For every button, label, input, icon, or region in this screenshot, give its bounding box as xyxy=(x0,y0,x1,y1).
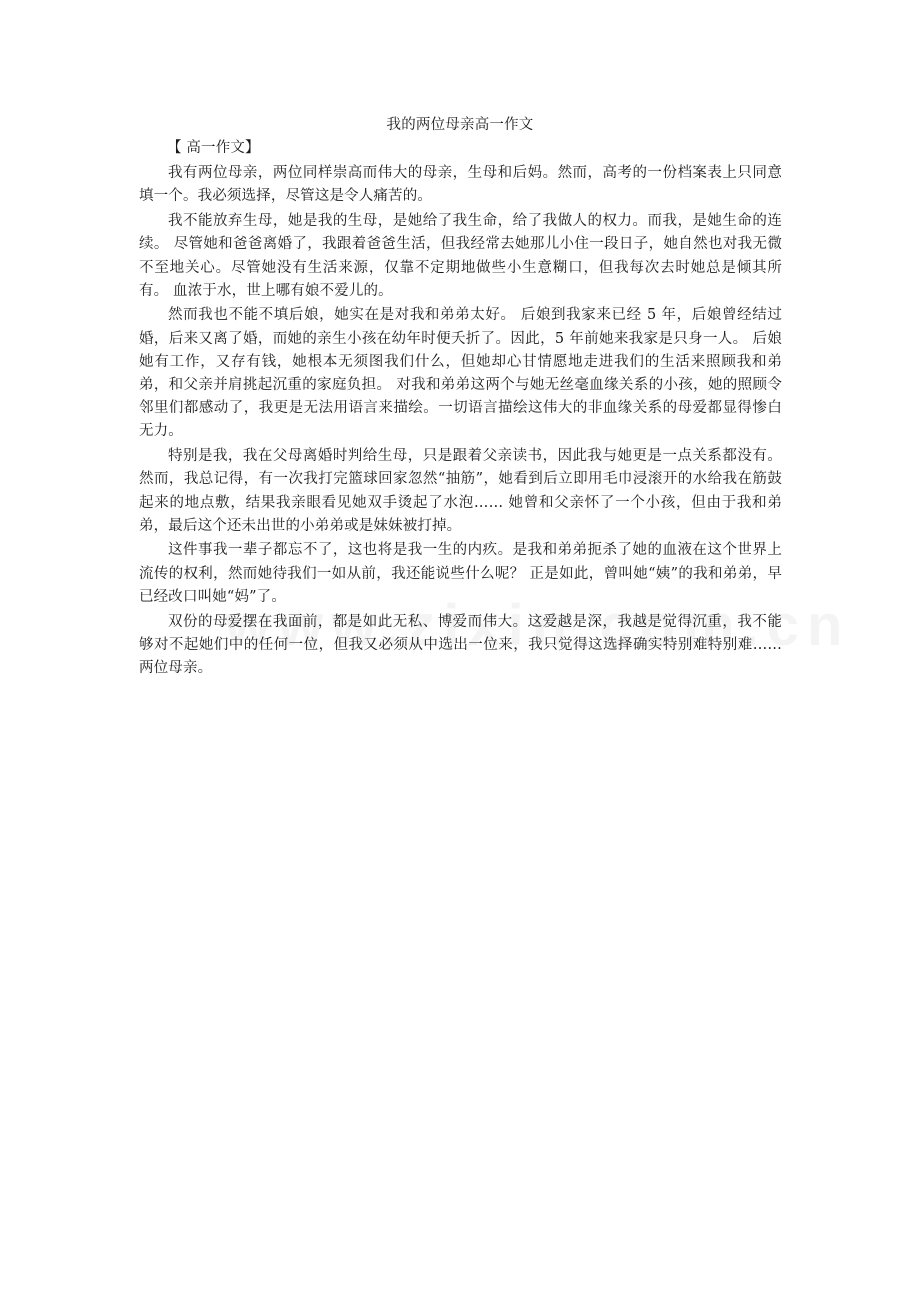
paragraph-2: 我不能放弃生母，她是我的生母，是她给了我生命，给了我做人的权力。而我，是她生命的连续。 尽管她和爸爸离婚了，我跟着爸爸生活，但我经常去她那儿小住一段日子，她自然也对我无微不至地关心。尽管她没有生活来源，仅靠不定期地做些小生意糊口，但我每次去时她总是倾其所有。 血浓于水，世上哪有娘不爱儿的。 xyxy=(139,213,782,299)
category-tag: 【 高一作文】 xyxy=(167,140,260,156)
paragraph-6: 双份的母爱摆在我面前，都是如此无私、博爱而伟大。这爱越是深，我越是觉得沉重，我不能够对不起她们中的任何一位，但我又必须从中选出一位来，我只觉得这选择确实特别难特别难…… 两位母亲。 xyxy=(139,613,782,676)
paragraph-4: 特别是我，我在父母离婚时判给生母，只是跟着父亲读书，因此我与她更是一点关系都没有。然而，我总记得，有一次我打完篮球回家忽然“抽筋”，她看到后立即用毛巾浸滚开的水给我在筋鼓起来的地点敷，结果我亲眼看见她双手烫起了水泡…… 她曾和父亲怀了一个小孩，但由于我和弟弟，最后这个还未出世的小弟弟或是妹妹被打掉。 xyxy=(139,448,782,534)
paragraph-5: 这件事我一辈子都忘不了，这也将是我一生的内疚。是我和弟弟扼杀了她的血液在这个世界上流传的权利，然而她待我们一如从前，我还能说些什么呢？ 正是如此，曾叫她“姨”的我和弟弟，早已经改口叫她“妈”了。 xyxy=(139,542,782,605)
paragraph-1: 我有两位母亲，两位同样崇高而伟大的母亲，生母和后妈。然而，高考的一份档案表上只同意填一个。我必须选择，尽管这是令人痛苦的。 xyxy=(139,165,782,205)
paragraph-3: 然而我也不能不填后娘，她实在是对我和弟弟太好。 后娘到我家来已经 5 年，后娘曾经结过婚，后来又离了婚，而她的亲生小孩在幼年时便夭折了。因此，5 年前她来我家是只身一人。 后娘她有工作，又存有钱，她根本无须图我们什么，但她却心甘情愿地走进我们的生活来照顾我和弟弟，和父亲并肩挑起沉重的家庭负担。 对我和弟弟这两个与她无丝毫血缘关系的小孩，她的照顾令邻里们都感动了，我更是无法用语言来描绘。一切语言描绘这伟大的非血缘关系的母爱都显得惨白无力。 xyxy=(139,307,782,440)
document-body xyxy=(139,137,782,682)
document-title: 我的两位母亲高一作文 xyxy=(386,117,534,133)
